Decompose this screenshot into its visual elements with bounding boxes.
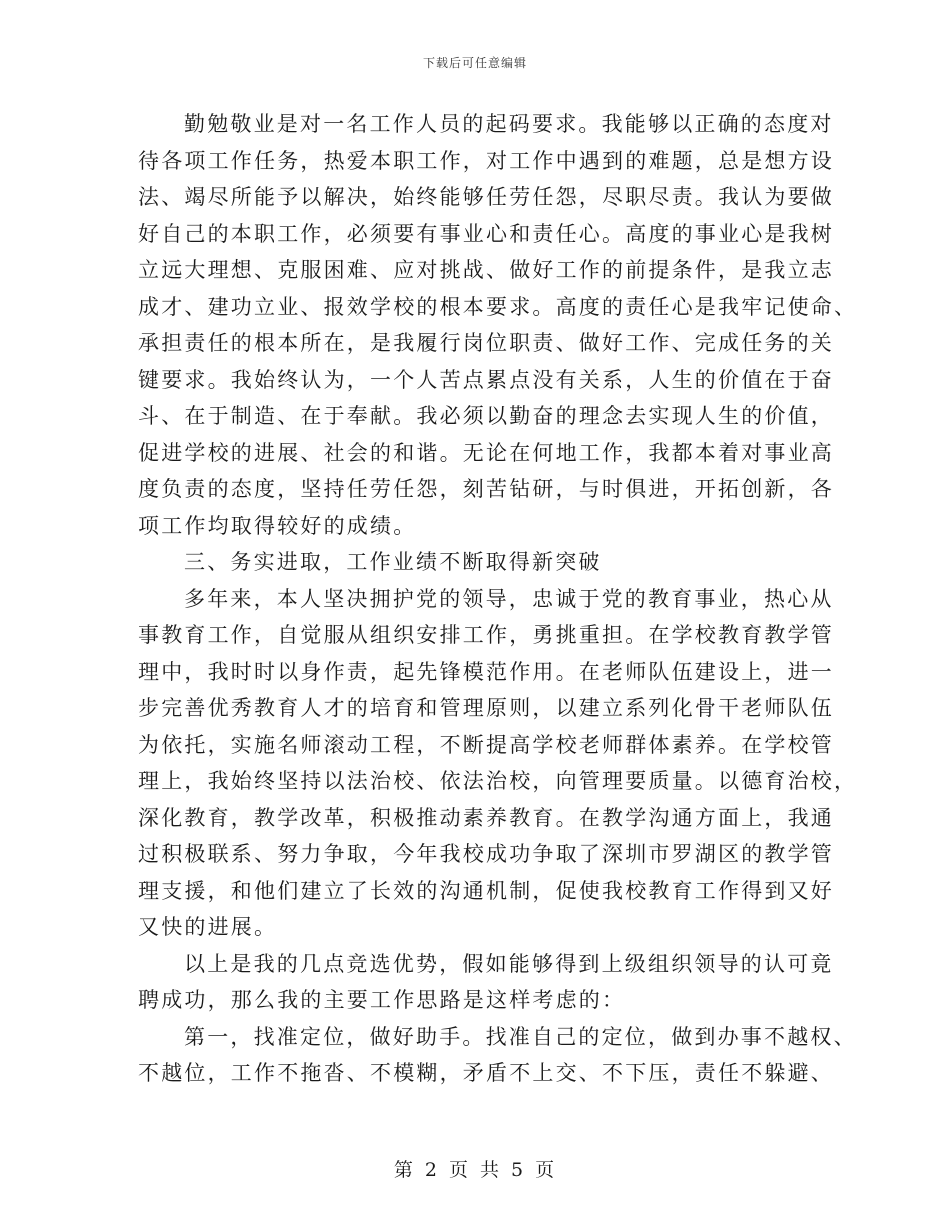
text-line: 待各项工作任务，热爱本职工作，对工作中遇到的难题，总是想方设 <box>138 148 834 173</box>
section-heading: 三、务实进取，工作业绩不断取得新突破 <box>184 550 602 574</box>
text-line: 键要求。我始终认为，一个人苦点累点没有关系，人生的价值在于奋 <box>138 367 834 392</box>
text-line: 斗、在于制造、在于奉献。我必须以勤奋的理念去实现人生的价值， <box>138 404 834 428</box>
page-indicator: 第 2 页 共 5 页 <box>393 1159 557 1181</box>
text-line: 承担责任的根本所在，是我履行岗位职责、做好工作、完成任务的关 <box>138 331 834 355</box>
text-line: 度负责的态度，坚持任劳任怨，刻苦钻研，与时俱进，开拓创新，各 <box>138 477 834 501</box>
text-line: 为依托，实施名师滚动工程，不断提高学校老师群体素养。在学校管 <box>138 732 834 757</box>
text-line: 以上是我的几点竞选优势，假如能够得到上级组织领导的认可竟 <box>184 951 834 976</box>
text-line: 勤勉敬业是对一名工作人员的起码要求。我能够以正确的态度对 <box>184 112 834 136</box>
text-line: 成才、建功立业、报效学校的根本要求。高度的责任心是我牢记使命、 <box>138 294 858 319</box>
text-line: 好自己的本职工作，必须要有事业心和责任心。高度的事业心是我树 <box>138 221 834 246</box>
text-line: 又快的进展。 <box>138 915 278 939</box>
text-line: 不越位，工作不拖沓、不模糊，矛盾不上交、不下压，责任不躲避、 <box>138 1061 834 1085</box>
text-line: 聘成功，那么我的主要工作思路是这样考虑的： <box>138 988 626 1012</box>
text-line: 理支援，和他们建立了长效的沟通机制，促使我校教育工作得到又好 <box>138 878 834 903</box>
text-line: 多年来，本人坚决拥护党的领导，忠诚于党的教育事业，热心从 <box>184 586 834 611</box>
document-body <box>138 106 858 1092</box>
text-line: 事教育工作，自觉服从组织安排工作，勇挑重担。在学校教育教学管 <box>138 623 834 647</box>
text-line: 第一，找准定位，做好助手。找准自己的定位，做到办事不越权、 <box>184 1024 857 1049</box>
text-line: 步完善优秀教育人才的培育和管理原则，以建立系列化骨干老师队伍 <box>138 696 834 720</box>
text-line: 理中，我时时以身作责，起先锋模范作用。在老师队伍建设上，进一 <box>138 659 834 684</box>
text-line: 过积极联系、努力争取，今年我校成功争取了深圳市罗湖区的教学管 <box>138 842 834 866</box>
text-line: 法、竭尽所能予以解决，始终能够任劳任怨，尽职尽责。我认为要做 <box>138 185 834 209</box>
text-line: 项工作均取得较好的成绩。 <box>138 513 417 538</box>
text-line: 立远大理想、克服困难、应对挑战、做好工作的前提条件，是我立志 <box>138 258 834 282</box>
text-line: 深化教育，教学改革，积极推动素养教育。在教学沟通方面上，我通 <box>138 805 834 830</box>
header-note: 下载后可任意编辑 <box>422 56 527 70</box>
text-line: 理上，我始终坚持以法治校、依法治校，向管理要质量。以德育治校， <box>138 769 858 793</box>
text-line: 促进学校的进展、社会的和谐。无论在何地工作，我都本着对事业高 <box>138 440 834 465</box>
